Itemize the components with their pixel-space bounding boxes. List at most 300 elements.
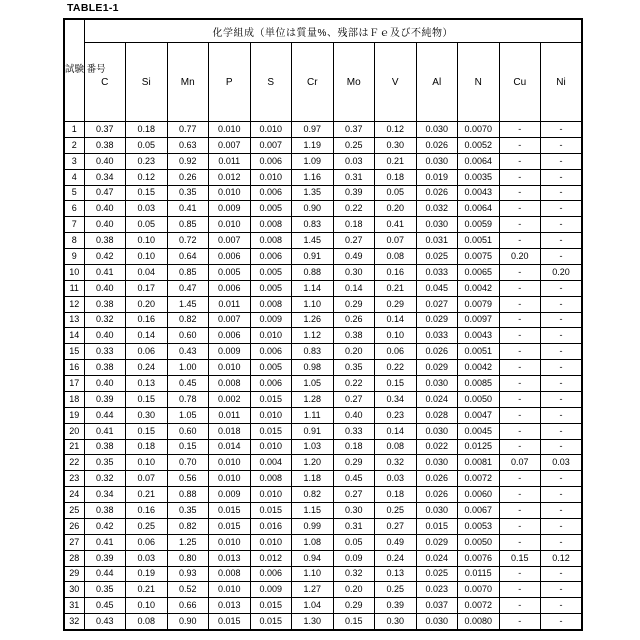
value-cell: - bbox=[499, 423, 541, 439]
value-cell: 0.38 bbox=[84, 503, 126, 519]
value-cell: - bbox=[499, 137, 541, 153]
value-cell: 0.44 bbox=[84, 407, 126, 423]
value-cell: - bbox=[499, 344, 541, 360]
value-cell: 0.35 bbox=[333, 360, 375, 376]
value-cell: 0.014 bbox=[209, 439, 251, 455]
value-cell: 0.012 bbox=[250, 550, 292, 566]
value-cell: 1.11 bbox=[292, 407, 334, 423]
value-cell: 1.08 bbox=[292, 534, 334, 550]
value-cell: 0.012 bbox=[209, 169, 251, 185]
value-cell: 0.010 bbox=[209, 360, 251, 376]
value-cell: 1.12 bbox=[292, 328, 334, 344]
value-cell: 0.35 bbox=[84, 582, 126, 598]
column-header-al: Al bbox=[416, 43, 458, 122]
value-cell: 0.005 bbox=[209, 264, 251, 280]
value-cell: 0.15 bbox=[126, 391, 168, 407]
value-cell: 0.026 bbox=[416, 185, 458, 201]
value-cell: 0.35 bbox=[167, 503, 209, 519]
value-cell: - bbox=[499, 280, 541, 296]
value-cell: 0.009 bbox=[250, 582, 292, 598]
row-number-cell: 7 bbox=[64, 217, 84, 233]
value-cell: 0.030 bbox=[416, 153, 458, 169]
value-cell: 0.45 bbox=[333, 471, 375, 487]
value-cell: 0.26 bbox=[333, 312, 375, 328]
value-cell: 0.98 bbox=[292, 360, 334, 376]
value-cell: 0.03 bbox=[126, 550, 168, 566]
value-cell: - bbox=[499, 391, 541, 407]
column-header-si: Si bbox=[126, 43, 168, 122]
value-cell: 0.0081 bbox=[458, 455, 500, 471]
value-cell: 0.77 bbox=[167, 122, 209, 138]
column-header-ni: Ni bbox=[541, 43, 583, 122]
value-cell: - bbox=[541, 407, 583, 423]
value-cell: - bbox=[499, 534, 541, 550]
value-cell: 0.18 bbox=[126, 122, 168, 138]
table-row bbox=[64, 122, 582, 138]
value-cell: - bbox=[499, 153, 541, 169]
value-cell: 0.006 bbox=[250, 344, 292, 360]
value-cell: 0.39 bbox=[84, 391, 126, 407]
value-cell: 0.20 bbox=[541, 264, 583, 280]
value-cell: 0.85 bbox=[167, 264, 209, 280]
value-cell: 1.30 bbox=[292, 614, 334, 630]
value-cell: 0.07 bbox=[126, 471, 168, 487]
value-cell: 1.10 bbox=[292, 296, 334, 312]
table-row bbox=[64, 185, 582, 201]
value-cell: - bbox=[541, 201, 583, 217]
table-row bbox=[64, 264, 582, 280]
value-cell: 0.25 bbox=[333, 137, 375, 153]
value-cell: 0.30 bbox=[375, 614, 417, 630]
value-cell: 0.21 bbox=[126, 487, 168, 503]
value-cell: 0.30 bbox=[375, 137, 417, 153]
table-row bbox=[64, 360, 582, 376]
value-cell: 0.10 bbox=[126, 455, 168, 471]
value-cell: 0.0075 bbox=[458, 249, 500, 265]
row-number-cell: 28 bbox=[64, 550, 84, 566]
value-cell: 0.015 bbox=[250, 423, 292, 439]
value-cell: 0.32 bbox=[375, 455, 417, 471]
row-number-cell: 2 bbox=[64, 137, 84, 153]
value-cell: 0.14 bbox=[375, 423, 417, 439]
value-cell: 0.10 bbox=[126, 249, 168, 265]
value-cell: 0.006 bbox=[250, 185, 292, 201]
value-cell: 0.033 bbox=[416, 328, 458, 344]
value-cell: 0.47 bbox=[167, 280, 209, 296]
value-cell: 0.0045 bbox=[458, 423, 500, 439]
value-cell: 0.010 bbox=[209, 582, 251, 598]
value-cell: 1.45 bbox=[292, 233, 334, 249]
value-cell: 0.38 bbox=[84, 137, 126, 153]
value-cell: 0.015 bbox=[416, 518, 458, 534]
value-cell: 1.45 bbox=[167, 296, 209, 312]
value-cell: 0.033 bbox=[416, 264, 458, 280]
column-header-c: C bbox=[84, 43, 126, 122]
value-cell: 0.008 bbox=[250, 233, 292, 249]
value-cell: 0.30 bbox=[333, 264, 375, 280]
column-header-v: V bbox=[375, 43, 417, 122]
value-cell: 0.20 bbox=[375, 201, 417, 217]
value-cell: - bbox=[541, 534, 583, 550]
value-cell: 0.010 bbox=[250, 407, 292, 423]
value-cell: 0.032 bbox=[416, 201, 458, 217]
value-cell: 1.05 bbox=[292, 376, 334, 392]
value-cell: 0.21 bbox=[126, 582, 168, 598]
value-cell: 0.22 bbox=[333, 376, 375, 392]
value-cell: 0.15 bbox=[167, 439, 209, 455]
value-cell: 0.0043 bbox=[458, 185, 500, 201]
column-header-s: S bbox=[250, 43, 292, 122]
value-cell: 0.32 bbox=[84, 312, 126, 328]
value-cell: - bbox=[499, 233, 541, 249]
value-cell: 0.14 bbox=[333, 280, 375, 296]
value-cell: 0.88 bbox=[292, 264, 334, 280]
row-number-cell: 18 bbox=[64, 391, 84, 407]
value-cell: 0.38 bbox=[333, 328, 375, 344]
value-cell: - bbox=[499, 264, 541, 280]
value-cell: 0.60 bbox=[167, 423, 209, 439]
value-cell: - bbox=[541, 328, 583, 344]
table-row bbox=[64, 534, 582, 550]
value-cell: 0.015 bbox=[250, 391, 292, 407]
value-cell: 0.16 bbox=[126, 503, 168, 519]
value-cell: - bbox=[541, 598, 583, 614]
value-cell: 0.10 bbox=[126, 598, 168, 614]
value-cell: 0.23 bbox=[126, 153, 168, 169]
value-cell: - bbox=[499, 312, 541, 328]
value-cell: 0.009 bbox=[209, 344, 251, 360]
value-cell: 1.04 bbox=[292, 598, 334, 614]
value-cell: 1.20 bbox=[292, 455, 334, 471]
value-cell: - bbox=[541, 614, 583, 630]
value-cell: 0.010 bbox=[250, 169, 292, 185]
value-cell: 0.15 bbox=[375, 376, 417, 392]
value-cell: 0.009 bbox=[209, 201, 251, 217]
value-cell: 0.91 bbox=[292, 249, 334, 265]
value-cell: - bbox=[541, 423, 583, 439]
value-cell: 0.19 bbox=[126, 566, 168, 582]
value-cell: 0.78 bbox=[167, 391, 209, 407]
value-cell: 0.05 bbox=[126, 137, 168, 153]
value-cell: 0.25 bbox=[375, 503, 417, 519]
value-cell: 0.015 bbox=[209, 503, 251, 519]
value-cell: 0.030 bbox=[416, 503, 458, 519]
value-cell: - bbox=[541, 376, 583, 392]
value-cell: 0.27 bbox=[333, 391, 375, 407]
row-number-cell: 21 bbox=[64, 439, 84, 455]
value-cell: 0.09 bbox=[333, 550, 375, 566]
value-cell: 0.05 bbox=[126, 217, 168, 233]
value-cell: - bbox=[541, 280, 583, 296]
value-cell: 0.028 bbox=[416, 407, 458, 423]
value-cell: 0.45 bbox=[167, 376, 209, 392]
table-row bbox=[64, 455, 582, 471]
column-header-mo: Mo bbox=[333, 43, 375, 122]
table-row bbox=[64, 582, 582, 598]
value-cell: 0.82 bbox=[292, 487, 334, 503]
value-cell: 0.026 bbox=[416, 471, 458, 487]
value-cell: 1.05 bbox=[167, 407, 209, 423]
value-cell: 0.015 bbox=[209, 518, 251, 534]
value-cell: - bbox=[499, 503, 541, 519]
value-cell: - bbox=[499, 614, 541, 630]
value-cell: 0.0125 bbox=[458, 439, 500, 455]
value-cell: 0.007 bbox=[250, 137, 292, 153]
value-cell: 0.008 bbox=[250, 471, 292, 487]
value-cell: 0.88 bbox=[167, 487, 209, 503]
value-cell: 0.006 bbox=[250, 376, 292, 392]
value-cell: 0.64 bbox=[167, 249, 209, 265]
value-cell: - bbox=[541, 566, 583, 582]
value-cell: 0.25 bbox=[126, 518, 168, 534]
value-cell: 0.18 bbox=[375, 169, 417, 185]
value-cell: - bbox=[541, 233, 583, 249]
value-cell: 0.39 bbox=[84, 550, 126, 566]
value-cell: 0.06 bbox=[126, 344, 168, 360]
table-row bbox=[64, 249, 582, 265]
row-number-cell: 15 bbox=[64, 344, 84, 360]
value-cell: 0.011 bbox=[209, 296, 251, 312]
value-cell: 0.026 bbox=[416, 487, 458, 503]
value-cell: 0.010 bbox=[209, 471, 251, 487]
value-cell: - bbox=[499, 598, 541, 614]
table-row bbox=[64, 201, 582, 217]
value-cell: 0.10 bbox=[375, 328, 417, 344]
row-number-cell: 30 bbox=[64, 582, 84, 598]
value-cell: - bbox=[499, 217, 541, 233]
value-cell: - bbox=[541, 344, 583, 360]
value-cell: 1.00 bbox=[167, 360, 209, 376]
value-cell: 0.20 bbox=[333, 582, 375, 598]
value-cell: 0.41 bbox=[167, 201, 209, 217]
element-header-row bbox=[64, 43, 582, 122]
value-cell: 0.0050 bbox=[458, 391, 500, 407]
value-cell: 0.015 bbox=[250, 614, 292, 630]
value-cell: 0.010 bbox=[209, 534, 251, 550]
value-cell: 0.0064 bbox=[458, 201, 500, 217]
value-cell: 0.49 bbox=[375, 534, 417, 550]
row-number-cell: 16 bbox=[64, 360, 84, 376]
value-cell: 1.10 bbox=[292, 566, 334, 582]
value-cell: 0.07 bbox=[499, 455, 541, 471]
value-cell: 0.0065 bbox=[458, 264, 500, 280]
value-cell: 0.20 bbox=[333, 344, 375, 360]
row-number-cell: 31 bbox=[64, 598, 84, 614]
value-cell: 0.31 bbox=[333, 518, 375, 534]
value-cell: 0.011 bbox=[209, 153, 251, 169]
column-header-mn: Mn bbox=[167, 43, 209, 122]
row-number-cell: 26 bbox=[64, 518, 84, 534]
value-cell: 0.029 bbox=[416, 312, 458, 328]
value-cell: 0.29 bbox=[333, 296, 375, 312]
value-cell: 0.015 bbox=[250, 598, 292, 614]
value-cell: 0.27 bbox=[333, 487, 375, 503]
value-cell: 0.0072 bbox=[458, 471, 500, 487]
value-cell: 0.44 bbox=[84, 566, 126, 582]
value-cell: 0.06 bbox=[126, 534, 168, 550]
value-cell: 0.99 bbox=[292, 518, 334, 534]
value-cell: 0.005 bbox=[250, 360, 292, 376]
value-cell: 0.27 bbox=[333, 233, 375, 249]
row-number-cell: 17 bbox=[64, 376, 84, 392]
row-number-cell: 23 bbox=[64, 471, 84, 487]
value-cell: 0.41 bbox=[84, 534, 126, 550]
row-number-cell: 29 bbox=[64, 566, 84, 582]
value-cell: 0.030 bbox=[416, 455, 458, 471]
value-cell: 0.24 bbox=[126, 360, 168, 376]
value-cell: 0.37 bbox=[333, 122, 375, 138]
row-number-cell: 5 bbox=[64, 185, 84, 201]
value-cell: 0.030 bbox=[416, 122, 458, 138]
value-cell: 0.25 bbox=[375, 582, 417, 598]
value-cell: 1.26 bbox=[292, 312, 334, 328]
value-cell: 0.08 bbox=[375, 249, 417, 265]
value-cell: 0.0050 bbox=[458, 534, 500, 550]
value-cell: 0.29 bbox=[333, 598, 375, 614]
value-cell: 0.030 bbox=[416, 614, 458, 630]
value-cell: 0.06 bbox=[375, 344, 417, 360]
value-cell: 0.66 bbox=[167, 598, 209, 614]
table-row bbox=[64, 169, 582, 185]
value-cell: 0.03 bbox=[541, 455, 583, 471]
value-cell: 0.010 bbox=[250, 487, 292, 503]
value-cell: - bbox=[499, 407, 541, 423]
value-cell: 0.023 bbox=[416, 582, 458, 598]
value-cell: 0.005 bbox=[250, 280, 292, 296]
row-number-cell: 11 bbox=[64, 280, 84, 296]
value-cell: 0.40 bbox=[84, 376, 126, 392]
row-number-cell: 4 bbox=[64, 169, 84, 185]
value-cell: 0.0076 bbox=[458, 550, 500, 566]
value-cell: 0.21 bbox=[375, 280, 417, 296]
value-cell: 0.0047 bbox=[458, 407, 500, 423]
value-cell: 0.40 bbox=[84, 153, 126, 169]
value-cell: 0.13 bbox=[375, 566, 417, 582]
table-title: TABLE1-1 bbox=[67, 2, 119, 14]
value-cell: 0.008 bbox=[250, 217, 292, 233]
value-cell: 0.010 bbox=[250, 534, 292, 550]
value-cell: 0.05 bbox=[333, 534, 375, 550]
row-number-cell: 20 bbox=[64, 423, 84, 439]
table-row bbox=[64, 487, 582, 503]
value-cell: - bbox=[541, 471, 583, 487]
value-cell: 0.006 bbox=[250, 153, 292, 169]
table-row bbox=[64, 391, 582, 407]
value-cell: 0.03 bbox=[333, 153, 375, 169]
value-cell: 1.25 bbox=[167, 534, 209, 550]
value-cell: 0.91 bbox=[292, 423, 334, 439]
value-cell: 0.025 bbox=[416, 566, 458, 582]
value-cell: 0.011 bbox=[209, 407, 251, 423]
row-number-cell: 25 bbox=[64, 503, 84, 519]
row-number-cell: 14 bbox=[64, 328, 84, 344]
value-cell: 0.72 bbox=[167, 233, 209, 249]
value-cell: 0.45 bbox=[84, 598, 126, 614]
value-cell: 0.03 bbox=[126, 201, 168, 217]
value-cell: 0.0053 bbox=[458, 518, 500, 534]
value-cell: - bbox=[499, 328, 541, 344]
value-cell: 0.0085 bbox=[458, 376, 500, 392]
value-cell: - bbox=[541, 518, 583, 534]
value-cell: 0.27 bbox=[375, 518, 417, 534]
value-cell: - bbox=[541, 137, 583, 153]
value-cell: 0.32 bbox=[84, 471, 126, 487]
value-cell: 0.26 bbox=[167, 169, 209, 185]
value-cell: 0.010 bbox=[250, 439, 292, 455]
value-cell: 0.83 bbox=[292, 344, 334, 360]
table-row bbox=[64, 328, 582, 344]
value-cell: 0.009 bbox=[250, 312, 292, 328]
table-row bbox=[64, 550, 582, 566]
value-cell: 0.24 bbox=[375, 550, 417, 566]
value-cell: 0.026 bbox=[416, 137, 458, 153]
value-cell: 0.0070 bbox=[458, 122, 500, 138]
row-number-cell: 22 bbox=[64, 455, 84, 471]
value-cell: 0.10 bbox=[126, 233, 168, 249]
value-cell: 0.31 bbox=[333, 169, 375, 185]
value-cell: 0.33 bbox=[84, 344, 126, 360]
value-cell: 0.010 bbox=[250, 122, 292, 138]
value-cell: 0.49 bbox=[333, 249, 375, 265]
value-cell: 0.38 bbox=[84, 360, 126, 376]
table-row bbox=[64, 614, 582, 630]
value-cell: 0.0067 bbox=[458, 503, 500, 519]
value-cell: 0.18 bbox=[375, 487, 417, 503]
value-cell: 0.82 bbox=[167, 518, 209, 534]
table-header bbox=[64, 19, 582, 122]
value-cell: 0.56 bbox=[167, 471, 209, 487]
value-cell: 0.17 bbox=[126, 280, 168, 296]
table-row bbox=[64, 217, 582, 233]
value-cell: 0.34 bbox=[375, 391, 417, 407]
value-cell: 0.008 bbox=[209, 376, 251, 392]
value-cell: 0.29 bbox=[333, 455, 375, 471]
value-cell: - bbox=[499, 296, 541, 312]
value-cell: - bbox=[499, 169, 541, 185]
value-cell: 0.018 bbox=[209, 423, 251, 439]
value-cell: 0.14 bbox=[375, 312, 417, 328]
value-cell: 0.90 bbox=[292, 201, 334, 217]
value-cell: 0.94 bbox=[292, 550, 334, 566]
value-cell: - bbox=[541, 439, 583, 455]
value-cell: 0.045 bbox=[416, 280, 458, 296]
value-cell: 0.027 bbox=[416, 296, 458, 312]
value-cell: 1.09 bbox=[292, 153, 334, 169]
table-row bbox=[64, 423, 582, 439]
row-number-cell: 13 bbox=[64, 312, 84, 328]
value-cell: 1.18 bbox=[292, 471, 334, 487]
table-row bbox=[64, 407, 582, 423]
value-cell: 1.35 bbox=[292, 185, 334, 201]
value-cell: 0.009 bbox=[209, 487, 251, 503]
value-cell: 0.0060 bbox=[458, 487, 500, 503]
table-body bbox=[64, 122, 582, 630]
value-cell: 0.18 bbox=[333, 217, 375, 233]
value-cell: 0.37 bbox=[84, 122, 126, 138]
value-cell: 0.30 bbox=[333, 503, 375, 519]
value-cell: 1.14 bbox=[292, 280, 334, 296]
value-cell: 0.34 bbox=[84, 487, 126, 503]
value-cell: - bbox=[541, 582, 583, 598]
value-cell: 0.010 bbox=[209, 455, 251, 471]
value-cell: 0.40 bbox=[84, 328, 126, 344]
value-cell: 0.15 bbox=[126, 185, 168, 201]
value-cell: 0.93 bbox=[167, 566, 209, 582]
value-cell: 0.029 bbox=[416, 534, 458, 550]
column-header-p: P bbox=[209, 43, 251, 122]
value-cell: 0.019 bbox=[416, 169, 458, 185]
table-row bbox=[64, 566, 582, 582]
